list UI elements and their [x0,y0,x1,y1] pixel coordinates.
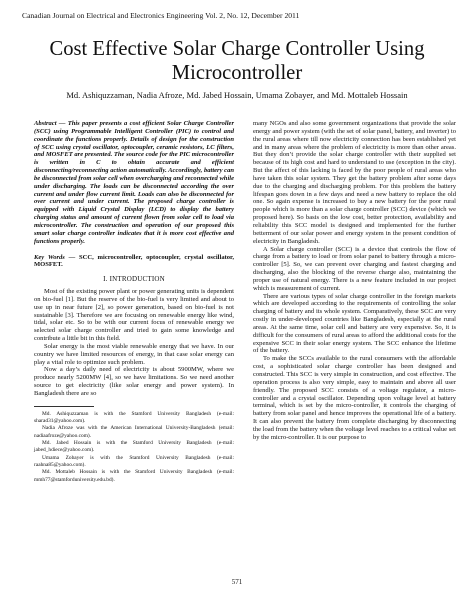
footnote-divider [34,406,94,407]
intro-paragraph-3: Now a day’s daily need of electricity is about 5900MW, where we produce nearly 5200MW [4], so we have limitations. So we need another source to get electricity (like solar energy and power system). In Bangladesh there are so [34,366,234,397]
footnote: Umama Zobayer is with the Stamford University Bangladesh (e-mail: raahna85@yahoo.com). [34,454,234,468]
intro-paragraph-2: Solar energy is the most viable renewable energy that we have. In our country we have limited resources of energy, in that case solar energy can play a vital role to optimize such problem. [34,342,234,366]
paper-title-line-1: Cost Effective Solar Charge Controller Using [49,38,425,60]
abstract-text: — This paper presents a cost efficient Solar Charge Controller (SCC) using Programmable Intelligent Controller (PIC) to control and coordinate the functions properly. Details of design for the construction of SCC using crystal oscillator, optocoupler, ceramic resistors, LC filters, and MOSFET are presented. The source code for the PIC microcontroller is written in C to obtain accurate and efficient disconnecting/reconnecting action automatically. Accordingly, battery can be disconnected from solar cell when overcharging and reconnected while under discharging. The loads can be disconnected according the over current and under flow current limit. Loads can also be disconnected for over current and under current. The proposed charge controller is equipped with Liquid Crystal Display (LCD) to display the battery charging status and amount of current flown from solar cell to load via microcontroller. The construction and operation of our proposed this smart solar charge controller indicates that it is more cost effective and functions properly. [34,120,234,245]
journal-header: Canadian Journal on Electrical and Electronics Engineering Vol. 2, No. 12, December 2011 [22,11,300,20]
footnote: Md. Mottaleb Hossain is with the Stamford University Bangladesh (e-mail: mmh77@stamforduniversity.edu.bd). [34,469,234,483]
right-column [253,120,456,442]
footnote: Md. Jabed Hossain is with the Stamford University Bangladesh (e-mail: jabed_hdiece@yahoo.com). [34,440,234,454]
author-list: Md. Ashiquzzaman, Nadia Afroze, Md. Jabed Hossain, Umama Zobayer, and Md. Mottaleb Hossain [66,90,408,100]
intro-paragraph-1: Most of the existing power plant or power generating units is dependent on bio-fuel [1]. But the reserve of the bio-fuel is very limited and about to use up in near future [2], so power generation, based on bio-fuel is not sustainable [3]. Therefore we are focusing on renewable energy like wind, tidal, solar etc. So to be with our current focus of renewable energy we selected solar charge controller and tried to gain some knowledge and contribute a little bit in this field. [34,288,234,343]
keywords-label: Key Words [34,253,65,261]
body-paragraph-4: To make the SCCs available to the rural consumers with the affordable cost, a sophisticated solar charge controller has been designed and constructed. This SCC is very simple in construction, and cost effective. The operation process is also very simple, easy to maintain and above all user friendly. The proposed SCC consists of a voltage regulator, a micro-controller and a crystal oscillator. Depending upon voltage level at battery terminal, which is set by the micro-controller, it controls the charging of battery from solar panel and hence improves the operational life of a battery. It can also prevent the battery from complete discharging by disconnecting the load from the battery when the voltage level reaches to a critical value set by the micro-controller. It is our purpose to [253,355,456,441]
page-number: 571 [231,578,243,586]
body-paragraph-1: many NGOs and also some government organizations that provide the solar energy and power system (with the set of solar panel, battery, and inverter) to the rural areas where till now electricity connection has been established yet and in many areas where the problem of electricity is more than other areas. But they don’t provide the solar charge controller with their supplied set because of its high cost and hard to understand to use (exception in the city). But the affect of this lacking is faced by the poor people of rural areas who have taken this solar system. They get the battery problem after some days due to the charging and discharging problem. For this problem the battery lifespan goes down in a few days and need a new battery to replace the old one. So again expense is increased to buy a new battery for the poor rural people which is more than a solar charge controller (SCC) device (which we proposed here). So basis on the low cost, better protection, availability and reliability this SCC model is designed and implemented for the further betterment of our solar power and energy system in the present condition of electricity in Bangladesh. [253,120,456,245]
paper-title [0,37,474,85]
keywords-text: — SCC, microcontroller, optocoupler, crystal oscillator, MOSFET. [34,253,234,269]
footnote: Md. Ashiquzzaman is with the Stamford University Bangladesh (e-mail: sharad31@yahoo.com). [34,410,234,425]
footnote: Nadia Afroze was with the American International University-Bangladesh (email: nadiaafroze@yahoo.com). [34,425,234,439]
abstract-label: Abstract [34,120,57,127]
body-paragraph-2: A Solar charge controller (SCC) is a device that controls the flow of charge from a battery to load or from solar panel to battery through a micro-controller [5]. So, we can prevent over charging and fastest charging and discharging, also the blocking of the reverse charge also, maintaining the proper use of natural energy. There is a new feature included in our project which is measurement of current. [253,245,456,292]
left-column [34,120,234,484]
section-heading-introduction: I. INTRODUCTION [103,275,165,284]
author-footnotes [34,411,234,484]
abstract [34,120,234,246]
keywords [34,254,234,270]
body-paragraph-3: There are various types of solar charge controller in the foreign markets which are developed according to the requirements of controlling the solar charging of battery and its whole system. Comparatively, these SCC are very costly in under-developed countries like Bangladesh, especially at the rural areas. At the same time, solar cell and battery are very expensive. So, it is difficult for the consumers of rural areas to afford the additional costs for the expensive SCC in their solar energy system. The SCC enhance the lifetime of the battery. [253,292,456,355]
paper-title-line-2: Microcontroller [171,62,303,84]
